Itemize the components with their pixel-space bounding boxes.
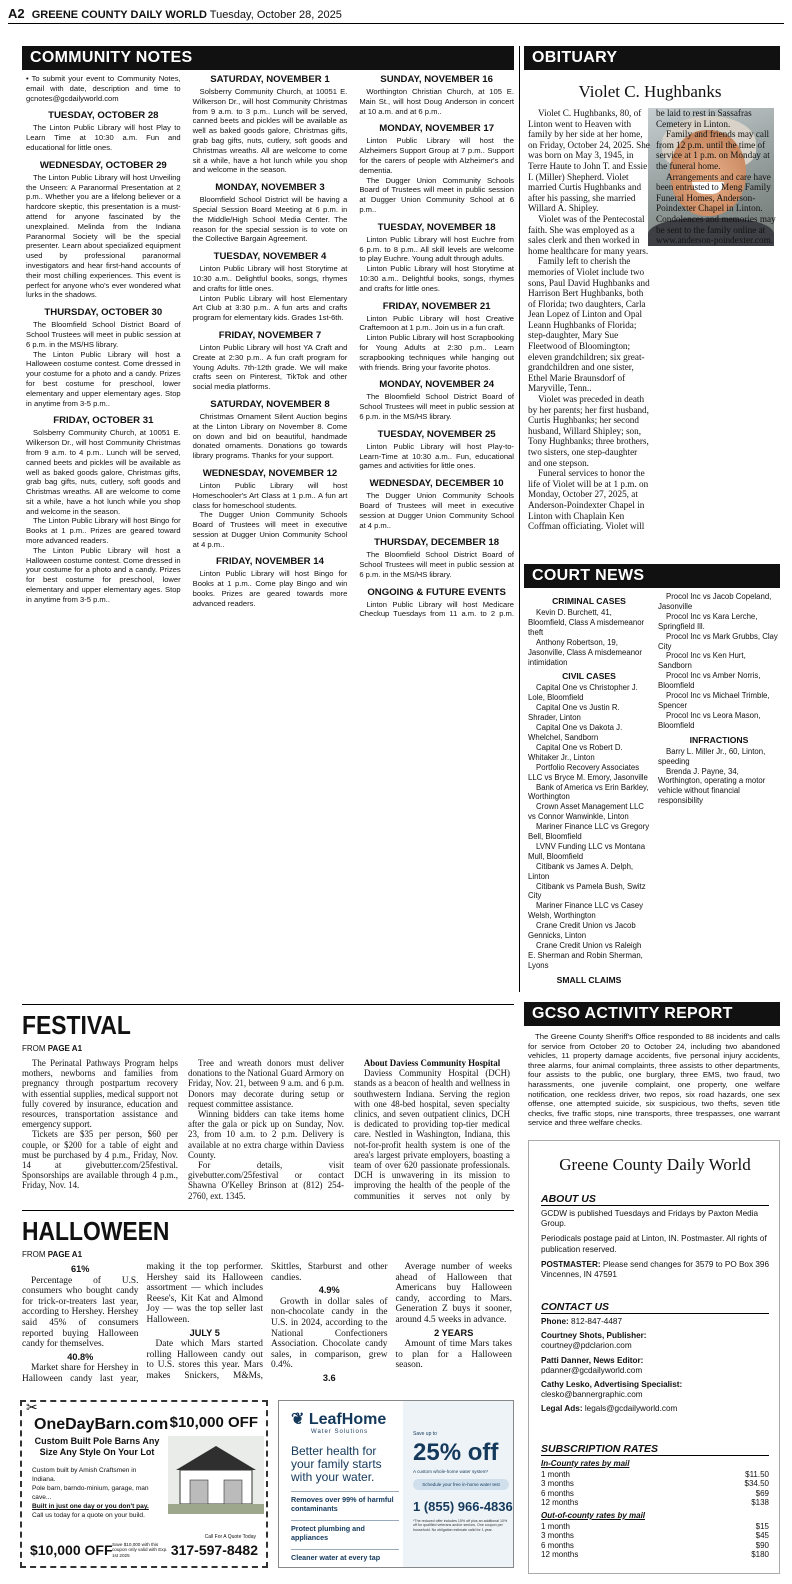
rates-heading: SUBSCRIPTION RATES — [541, 1443, 769, 1456]
column-divider — [519, 46, 520, 992]
community-notes-bar: COMMUNITY NOTES — [22, 46, 514, 70]
rate-term: 6 months — [541, 1488, 574, 1498]
notes-item: The Linton Public Library will host a Halloween costume contest. Come dressed in your costume for a photo and a candy. Prizes for best costume for preschool, lower elementary and upper elementary ages. Stop in anytime from 3-5 p.m.. — [26, 545, 181, 604]
contact-ads-email[interactable]: clesko@bannergraphic.com — [541, 1390, 643, 1400]
court-heading: CIVIL CASES — [562, 671, 616, 682]
rate-price: $15 — [755, 1521, 769, 1531]
court-entry: Mariner Finance LLC vs Gregory Bell, Bloomfield — [528, 822, 650, 842]
notes-date-heading: TUESDAY, NOVEMBER 4 — [213, 251, 327, 263]
court-entry: Capital One vs Dakota J. Whelchel, Sandborn — [528, 723, 623, 742]
ad-leaf-headline: Better health for your family starts with your water. — [291, 1444, 382, 1484]
gcso-bar: GCSO ACTIVITY REPORT — [524, 1002, 780, 1026]
festival-headline: FESTIVAL — [22, 1010, 131, 1040]
court-entry: Mariner Finance LLC vs Casey Welsh, Worthington — [528, 901, 644, 921]
notes-date-heading: MONDAY, NOVEMBER 3 — [215, 182, 325, 194]
obituary-paragraph: Family and friends may call from 12 p.m. until the time of service at 1 p.m. on Monday at the funeral home. — [656, 129, 770, 171]
obituary-paragraph: Violet was preceded in death by her parents; her first husband, Curtis Hughbanks; her second husband, Willard Shipley; son, Tony Hughbanks; three brothers, two sisters, one step-daughter and one stepson. — [528, 394, 649, 468]
court-entry: Procol Inc vs Jacob Copeland, Jasonville — [658, 592, 772, 611]
rate-price: $69 — [755, 1488, 769, 1498]
rate-price: $180 — [751, 1550, 769, 1560]
halloween-figure: JULY 5 — [189, 1327, 220, 1338]
masthead-name — [537, 1155, 773, 1175]
halloween-jump — [22, 1250, 82, 1259]
obituary-name: Violet C. Hughbanks — [578, 82, 722, 101]
ad-barn-body — [32, 1466, 160, 1520]
ad-leaf-bullet3: Cleaner water at every tap — [291, 1549, 399, 1563]
court-entry: Procol Inc vs Mark Grubbs, Clay City — [658, 631, 778, 651]
court-entry: Brenda J. Payne, 34, Worthington, operating a motor vehicle without financial responsibility — [658, 766, 766, 806]
court-entry: Procol Inc vs Kara Lerche, Springfield Ill. — [658, 611, 758, 631]
ad-leaf-logo — [291, 1409, 386, 1435]
page-folio — [8, 6, 784, 24]
rate-row — [541, 1550, 769, 1560]
halloween-fact: Amount of time Mars takes to plan for a Halloween season. — [395, 1339, 512, 1371]
halloween-figure: 40.8% — [67, 1351, 94, 1362]
notes-item: Linton Public Library will host Scrapbooking for Young Adults at 2:30 p.m.. Learn scrapbooking techniques while hanging out with friends. Bring your favorite photos. — [359, 333, 514, 372]
court-entry: Capital One vs Robert D. Whitaker Jr., Linton — [528, 742, 623, 762]
ad-barn-line3: Built in just one day or you don't pay. — [32, 1503, 149, 1510]
notes-item: Linton Public Library will host the Alzheimers Support Group at 7 p.m.. Support for the carers of people with Alzheimer's and dementia. — [359, 136, 514, 175]
court-entry: Capital One vs Justin R. Shrader, Linton — [528, 703, 620, 723]
contact-legal-line — [541, 1404, 769, 1414]
ad-barn-offer: $10,000 OFF — [169, 1414, 258, 1431]
festival-from-page: PAGE A1 — [47, 1044, 83, 1053]
rate-row — [541, 1531, 769, 1541]
barn-icon — [168, 1436, 264, 1514]
rate-price: $11.50 — [745, 1469, 769, 1479]
contact-legal-email[interactable]: legals@gcdailyworld.com — [584, 1404, 678, 1414]
contact-phone-line — [541, 1317, 769, 1327]
scissors-icon: ✂ — [26, 1401, 38, 1416]
rate-row — [541, 1541, 769, 1551]
court-news-bar: COURT NEWS — [524, 564, 780, 588]
notes-item: The Linton Public Library will host Play to Learn Time at 10:30 a.m. Fun and educational for little ones. — [26, 123, 181, 152]
court-entry: Procol Inc vs Amber Norris, Bloomfield — [658, 671, 761, 691]
contact-publisher-label: Courtney Shots, Publisher: — [541, 1331, 647, 1341]
rate-row — [541, 1498, 769, 1508]
notes-item: Worthington Christian Church, at 105 E. Main St., will host Doug Anderson in concert at 10 a.m. and at 6 p.m.. — [359, 87, 514, 116]
obituary-bar: OBITUARY — [524, 46, 780, 70]
leafhome-advertisement[interactable] — [278, 1400, 514, 1568]
ad-leaf-system: A custom whole-home water system* — [413, 1469, 489, 1474]
ad-leaf-saveup: Save up to — [413, 1431, 437, 1437]
notes-date-heading: FRIDAY, NOVEMBER 7 — [218, 329, 322, 341]
halloween-from-label: FROM — [22, 1250, 46, 1259]
court-entry: Procol Inc vs Ken Hurt, Sandborn — [658, 651, 746, 671]
court-entry: Citibank vs Pamela Bush, Switz City — [528, 881, 646, 901]
rate-term: 3 months — [541, 1531, 574, 1541]
ad-leaf-sub: Water Solutions — [311, 1429, 369, 1435]
ad-leaf-fineprint: *The reduced offer includes 15% off plus an additional 10% off for qualified veterans and/or seniors. One coupon per household. No obligation estimate valid for 1 year. — [413, 1519, 508, 1532]
halloween-from-page: PAGE A1 — [47, 1250, 83, 1259]
rate-term: 12 months — [541, 1498, 579, 1508]
notes-item: The Linton Public Library will host a Halloween costume contest. Come dressed in your costume for a photo and a candy. Prizes for best costume for preschool, lower elementary and upper elementary ages. Stop in anytime from 3-5 p.m.. — [26, 349, 181, 408]
court-entry: Citibank vs James A. Delph, Linton — [528, 861, 634, 881]
about-text — [541, 1209, 769, 1280]
notes-date-heading: TUESDAY, OCTOBER 28 — [48, 110, 159, 122]
ad-leaf-bullet2: Protect plumbing and appliances — [291, 1520, 399, 1542]
rate-row — [541, 1489, 769, 1499]
obituary-paragraph: Violet C. Hughbanks, 80, of Linton went to Heaven with family by her side at her home, on Friday, October 24, 2025. She was born on May 3, 1945, in Terre Haute to John T. and Essie I. (Miller) Shepherd. Violet married Curtis Hughbanks and after his passing, she married Willard A. Shipley. — [528, 108, 650, 214]
ad-leaf-copy — [291, 1445, 399, 1563]
halloween-figure: 3.6 — [322, 1372, 336, 1383]
notes-item: Solsberry Community Church, at 10051 E. Wilkerson Dr., will host Community Christmas from 9 a.m. to 4 p.m.. Lunch will be served, canned beets and pickles will be available as well as baked goods galore, Christmas gifts, grab bag gifts, nuts, cutlery, soft goods and Christmas wreaths. All are welcome to come sit a while, have a hot lunch while you shop and welcome in the season. — [26, 428, 181, 516]
rate-term: 6 months — [541, 1540, 574, 1550]
ad-barn-phone[interactable]: 317-597-8482 — [170, 1542, 258, 1558]
court-entry: Bank of America vs Erin Barkley, Worthington — [528, 782, 649, 802]
court-entry: Kevin D. Burchett, 41, Bloomfield, Class A misdemeanor theft — [528, 608, 645, 637]
in-county-rates — [541, 1459, 769, 1508]
gcso-body — [528, 1032, 780, 1132]
notes-date-heading: THURSDAY, DECEMBER 18 — [374, 537, 500, 549]
rate-term: 12 months — [541, 1550, 579, 1560]
rate-term: 3 months — [541, 1479, 574, 1489]
notes-date-heading: THURSDAY, OCTOBER 30 — [44, 307, 163, 319]
festival-paragraph: Tickets are $35 per person, $60 per couple, or $200 for a table of eight and must be purchased by 4 p.m., Friday, Nov. 14 at givebutter.com/25festival. Sponsorships are available through 4 p.m., Friday, Nov. 14. — [22, 1129, 178, 1191]
notes-date-heading: FRIDAY, OCTOBER 31 — [53, 415, 154, 427]
rate-row — [541, 1479, 769, 1489]
notes-date-heading: SATURDAY, NOVEMBER 1 — [210, 74, 330, 85]
contact-heading: CONTACT US — [541, 1301, 769, 1314]
festival-rule — [22, 1004, 514, 1005]
halloween-fact: Date which Mars started rolling Halloween candy out to U.S. stores this year. Mars makes Snickers, M&Ms, Skittles, Starburst and other candies. — [146, 1262, 388, 1381]
ad-barn-offer-bottom: $10,000 OFF — [30, 1542, 113, 1558]
notes-item: The Bloomfield School District Board of School Trustees will meet in public session at 6 p.m. in the MS/HS library. — [359, 392, 514, 421]
ad-leaf-bullet1: Removes over 99% of harmful contaminants — [291, 1491, 399, 1513]
court-news-body — [528, 592, 780, 992]
in-county-title: In-County rates by mail — [541, 1459, 630, 1468]
festival-jump — [22, 1044, 82, 1053]
ad-barn-line1: Custom built by Amish Craftsmen in Indiana. — [32, 1467, 137, 1483]
obituary-paragraph: Funeral services to honor the life of Violet will be at 1 p.m. on Monday, October 27, 2025, at Anderson-Poindexter Chapel in Linton with Chaplain Ken Coffman officiating. Violet will be laid to rest in Sassafras Cemetery in Linton. — [528, 108, 752, 532]
court-heading: SMALL CLAIMS — [556, 974, 622, 985]
about-line1: GCDW is published Tuesdays and Fridays by Paxton Media Group. — [541, 1209, 759, 1229]
court-entry: Crane Credit Union vs Raleigh E. Sherman and Robin Sherman, Lyons — [528, 941, 643, 970]
out-county-rates — [541, 1511, 769, 1560]
notes-item: The Linton Public Library will host Unveiling the Unseen: A Paranormal Presentation at 2 p.m.. Whether you are a lifelong believer or a hardcore skeptic, this presentation is a must-attend for anyone fascinated by the unexplained. Melinda from the Indiana Paranormal Society will be the special presenter. Learn about specialized equipment used by professional paranormal investigators and hear first-hand accounts of their most chilling experiences. This event is perfect for anyone who's ever wondered what lurks in the shadows. — [26, 172, 181, 300]
ad-barn-line4: Call us today for a quote on your build. — [32, 1512, 145, 1519]
out-county-title: Out-of-county rates by mail — [541, 1511, 646, 1520]
court-entry: Capital One vs Christopher J. Lole, Bloomfield — [528, 683, 638, 703]
festival-from-label: FROM — [22, 1044, 46, 1053]
notes-item: The Bloomfield School District Board of School Trustees will meet in public session at 6 p.m. in the MS/HS library. — [359, 550, 514, 579]
rate-price: $90 — [755, 1540, 769, 1550]
notes-item: Christmas Ornament Silent Auction begins at the Linton Library on November 8. Come on down and bid on beautiful, handmade donated ornaments. Donations go towards library programs. Thanks for your support. — [192, 411, 348, 461]
ad-leaf-percent: 25% off — [413, 1439, 499, 1466]
notes-item: Linton Public Library will host Homeschooler's Art Class at 1 p.m.. A fun art class for homeschool students. — [192, 480, 348, 510]
masthead-box — [528, 1140, 780, 1574]
contact-phone[interactable]: 812-847-4487 — [571, 1317, 623, 1326]
notes-item: Linton Public Library will host Medicare Checkup Tuesdays from 11 a.m. to 2 p.m. — [359, 599, 514, 619]
notes-item: The Linton Public Library will host Bingo for Books at 1 p.m.. Prizes are geared toward more advanced readers. — [26, 516, 181, 546]
ad-leaf-offer-panel — [403, 1401, 514, 1568]
notes-date-heading: FRIDAY, NOVEMBER 21 — [382, 300, 491, 312]
notes-item: The Dugger Union Community Schools Board of Trustees will meet in public session at Dugger Union Community School at 6 p.m.. — [359, 175, 514, 214]
contact-phone-label: Phone: — [541, 1317, 569, 1326]
halloween-fact: Growth in dollar sales of non-chocolate candy in the U.S. in 2024, according to the National Confectioners Association. Chocolate candy sales, in comparison, grew 0.4%. — [271, 1296, 388, 1371]
court-heading: CRIMINAL CASES — [552, 596, 626, 606]
court-entry: Crown Asset Management LLC vs Connor Wanwinkle, Linton — [528, 802, 644, 822]
ad-barn-brand: OneDayBarn.com — [34, 1416, 169, 1433]
court-heading: INFRACTIONS — [689, 734, 749, 745]
court-entry: Anthony Robertson, 19, Jasonville, Class A misdemeanor intimidation — [528, 637, 642, 667]
ad-leaf-phone[interactable]: 1 (855) 966-4836 — [413, 1499, 513, 1514]
halloween-headline: HALLOWEEN — [22, 1216, 170, 1246]
halloween-figure: 4.9% — [318, 1285, 340, 1296]
page-number: A2 — [8, 6, 25, 21]
ad-barn-line2: Pole barn, barndo-minium, garage, man cave... — [32, 1485, 149, 1501]
court-entry: Crane Credit Union vs Jacob Gennicks, Linton — [528, 921, 636, 941]
ad-barn-fineprint: Save $10,000 with this coupon only valid with Exp. 1st 2025 — [112, 1541, 168, 1558]
barn-advertisement[interactable] — [20, 1400, 268, 1568]
notes-date-heading: ONGOING & FUTURE EVENTS — [367, 586, 506, 598]
ad-leaf-schedule-button[interactable]: Schedule your free in-home water test — [413, 1479, 509, 1490]
notes-item: Linton Public Library will host Elementary Art Club at 3:30 p.m.. A fun arts and crafts program for elementary kids. Grades 1st-6th. — [192, 293, 348, 323]
notes-date-heading: WEDNESDAY, OCTOBER 29 — [39, 159, 167, 171]
notes-item: Linton Public Library will host YA Craft and Create at 2:30 p.m.. A fun craft program for Young Adults. 7th-12th grade. We will make crafts seen on Pinterest, TikTok and other social media platforms. — [192, 342, 348, 392]
notes-item: Solsberry Community Church, at 10051 E. Wilkerson Dr., will host Community Christmas from 9 a.m. to 3 p.m.. Lunch will be served, canned beets and pickles will be available as well as baked goods galore, Christmas gifts, grab bag gifts, nuts, cutlery, soft goods and Christmas wreaths. All are welcome to come sit a while, have a hot lunch while you shop and welcome in the season. — [192, 87, 348, 175]
notes-date-heading: MONDAY, NOVEMBER 17 — [379, 123, 495, 135]
contact-legal-label: Legal Ads: — [541, 1404, 583, 1414]
obituary-body — [528, 108, 778, 544]
festival-paragraph: For details, visit givebutter.com/25festival or contact Shawna O'Kelley Brinson at (812) 254-2760, ext. 1345. — [188, 1160, 344, 1201]
notes-date-heading: TUESDAY, NOVEMBER 18 — [377, 221, 496, 233]
notes-intro: • To submit your event to Community Notes, email with date, description and time to gcnotes@gcdailyworld.com — [26, 74, 181, 103]
halloween-fact: Market share for Hershey in Halloween candy last year, making it the top performer. Hershey said its Halloween assortment — which includes Reese's, Kit Kat and Almond Joy — was the top seller last Halloween. — [22, 1262, 263, 1384]
rate-row — [541, 1470, 769, 1480]
community-notes-body — [26, 74, 514, 622]
rate-term: 1 month — [541, 1469, 570, 1479]
festival-paragraph: Daviess Community Hospital (DCH) stands as a beacon of health and wellness in southwestern Indiana. Serving the region with one 48-bed hospital, seven specialty clinics, and seven outpatient clinics, DCH is dedicated to providing top-tier medical care. Nestled in Washington, Indiana, this not-for-profit health system is one of the area's largest private employers, boasting a team of over 620 passionate professionals. DCH is unwavering in its mission to improving the health of the people of the communities it serves not only by — [354, 1068, 510, 1201]
festival-body — [22, 1058, 510, 1204]
obituary-paragraph: Arrangements and care have been entrusted to Meng Family Funeral Homes, Anderson-Poindexter Chapel in Linton. Condolences and memories may be sent to the family online at www.anderson-poindexter.com. — [656, 171, 776, 246]
rate-row — [541, 1522, 769, 1532]
contact-ads-label: Cathy Lesko, Advertising Specialist: — [541, 1380, 683, 1390]
notes-item: Linton Public Library will host Play-to-Learn-Time at 10:30 a.m.. Fun, educational games and activities for little ones. — [359, 441, 514, 471]
ad-barn-call-label: Call For A Quote Today — [204, 1534, 256, 1540]
notes-item: The Dugger Union Community Schools Board of Trustees will meet in executive session at Dugger Union Community School at 4 p.m.. — [192, 510, 348, 549]
halloween-figure: 61% — [71, 1264, 90, 1274]
halloween-rule — [22, 1210, 514, 1211]
court-entry: Barry L. Miller Jr., 60, Linton, speeding — [658, 746, 766, 766]
festival-paragraph: About Daviess Community Hospital — [363, 1058, 501, 1068]
halloween-figure: 2 YEARS — [434, 1327, 474, 1338]
festival-paragraph: The Perinatal Pathways Program helps mothers, newborns and families from pregnancy through postpartum recovery with essential supplies, medical support not fully covered by insurance, education and resources, transportation assistance and emergency support. — [22, 1058, 178, 1130]
notes-date-heading: MONDAY, NOVEMBER 24 — [379, 379, 495, 391]
court-entry: Procol Inc vs Leora Mason, Bloomfield — [658, 710, 761, 730]
masthead-title: Greene County Daily World — [559, 1155, 751, 1174]
notes-item: The Bloomfield School District Board of School Trustees will meet in public session at 6 p.m. in the MS/HS library. — [26, 320, 181, 349]
ad-barn-tagline: Custom Built Pole Barns Any Size Any Style On Your Lot — [34, 1436, 160, 1457]
notes-date-heading: SATURDAY, NOVEMBER 8 — [210, 398, 330, 410]
paper-name: GREENE COUNTY DAILY WORLD — [31, 9, 207, 21]
gcso-text: The Greene County Sheriff's Office responded to 88 incidents and calls for service from October 20 to October 24, including two abandoned vehicles, 11 property damage accidents, five personal injury accidents, three alarms, four animal complaints, three assists to other departments, four assists to the public, one burglary, three EMS, two fraud, two harassments, one juvenile complaint, one property, one welfare notification, one reckless driver, two repos, six road hazards, one sex offense, one attempted suicide, six suspicious, two thefts, seven title checks, five traffic stops, nine transports, three trespasses, one warrant service and three welfare checks. — [528, 1032, 780, 1128]
notes-item: Linton Public Library will host Bingo for Books at 1 p.m.. Come play Bingo and win books. Prizes are geared towards more advanced readers. — [192, 569, 348, 608]
notes-item: Linton Public Library will host Euchre from 6 p.m. to 8 p.m.. All skill levels are welcome to play Euchre. Young adult through adults. — [359, 234, 514, 264]
notes-item: Linton Public Library will host Creative Craftemoon at 1 p.m.. Join us in a fun craft. — [359, 313, 514, 333]
obituary-paragraph: Family left to cherish the memories of Violet include two sons, Paul David Hughbanks and Harrison Bert Hughbanks, both of Florida; two daughters, Carla Jean Lopez of Linton and Opal Leann Hughbanks of Florida; step-daughter, Mary Sue Fleetwood of Bloomington; eleven grandchildren; six great-grandchildren and one sister, Ethel Marie Braunsdorf of Maryville, Tenn.. — [528, 256, 650, 394]
festival-paragraph: Tree and wreath donors must deliver donations to the National Guard Armory on Friday, Nov. 21, between 9 a.m. and 6 p.m. Donors may decorate during setup or request committee assistance. — [188, 1058, 344, 1109]
postmaster-label: POSTMASTER: — [541, 1259, 601, 1269]
contact-text — [541, 1317, 769, 1415]
rate-term: 1 month — [541, 1521, 570, 1531]
notes-date-heading: TUESDAY, NOVEMBER 25 — [377, 428, 496, 440]
contact-editor-label: Patti Danner, News Editor: — [541, 1355, 644, 1365]
notes-date-heading: FRIDAY, NOVEMBER 14 — [216, 556, 324, 568]
notes-date-heading: WEDNESDAY, DECEMBER 10 — [369, 478, 504, 490]
rate-price: $45 — [755, 1531, 769, 1541]
festival-paragraph: Winning bidders can take items home after the gala or pick up on Sunday, Nov. 23, from 10 a.m. to 2 p.m. Delivery is available at no extra charge within Daviess County. — [188, 1109, 344, 1160]
contact-publisher-email[interactable]: courtney@pdclarion.com — [541, 1341, 632, 1351]
notes-item: Linton Public Library will host Storytime at 10:30 a.m.. Delightful books, songs, rhymes and crafts for little ones. — [192, 264, 348, 293]
notes-item: The Dugger Union Community Schools Board of Trustees will meet in executive session at Dugger Union Community School at 4 p.m.. — [359, 491, 514, 530]
about-heading: ABOUT US — [541, 1193, 769, 1206]
notes-date-heading: WEDNESDAY, NOVEMBER 12 — [202, 467, 338, 479]
leaf-icon: ❦ — [291, 1411, 305, 1428]
halloween-body — [22, 1262, 512, 1392]
obituary-paragraph: Violet was of the Pentecostal faith. She was employed as a sales clerk and then worked in home healthcare for many years. — [528, 213, 649, 256]
rate-price: $34.50 — [744, 1479, 769, 1489]
court-entry: Procol Inc vs Michael Trimble, Spencer — [658, 691, 770, 710]
court-entry: LVNV Funding LLC vs Montana Mull, Bloomfield — [528, 841, 646, 861]
rate-price: $138 — [751, 1498, 769, 1508]
about-line2: Periodicals postage paid at Linton, IN. Postmaster. All rights of publication reserved. — [541, 1234, 767, 1254]
issue-date: Tuesday, October 28, 2025 — [209, 9, 342, 21]
postmaster-line — [541, 1260, 769, 1280]
notes-date-heading: SUNDAY, NOVEMBER 16 — [380, 74, 493, 85]
notes-item: Linton Public Library will host Storytime at 10:30 a.m.. Delightful books, songs, rhymes and crafts for little ones. — [359, 264, 514, 293]
contact-editor-email[interactable]: pdanner@gcdailyworld.com — [541, 1365, 643, 1375]
notes-item: Bloomfield School District will be having a Special Session Board Meeting at 6 p.m. in the Middle/High School Media Center. The reason for the special session is to vote on the Collective Bargain Agreement. — [192, 195, 348, 244]
halloween-fact: Average number of weeks ahead of Halloween that Americans buy Halloween candy, according to Mars. Generation Z buys it sooner, around 4.5 weeks in advance. — [395, 1262, 512, 1325]
ad-leaf-brand: LeafHome — [308, 1411, 387, 1428]
halloween-fact: Percentage of U.S. consumers who bought candy for trick-or-treaters last year, according to Hershey. Hershey said 45% of consumers reported buying Halloween candy for themselves. — [22, 1275, 139, 1350]
postmaster-text: Please send changes for 3579 to PO Box 396 Vincennes, IN 47591 — [541, 1259, 770, 1280]
court-entry: Portfolio Recovery Associates LLC vs Bryce M. Emory, Jasonville — [528, 762, 648, 782]
